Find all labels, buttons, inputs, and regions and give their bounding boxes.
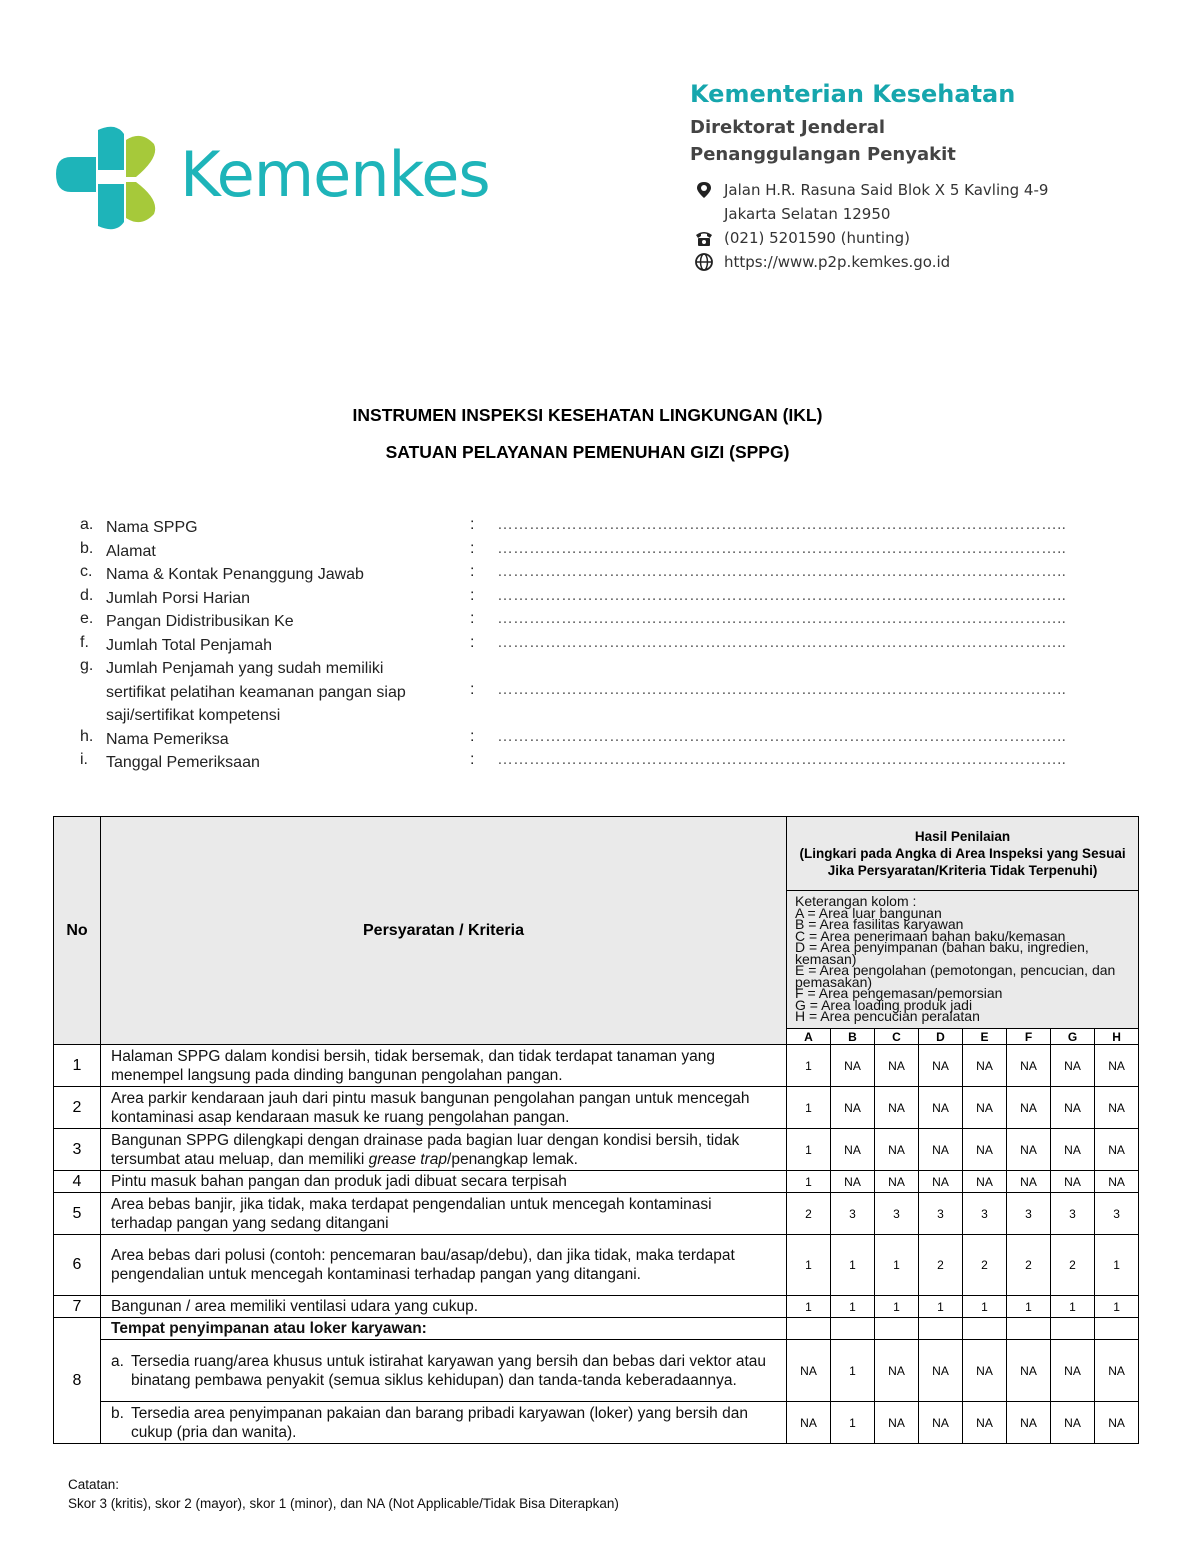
form-fill-line[interactable]: …………………………………………………………………………………………….. <box>497 633 1066 651</box>
score-cell[interactable]: NA <box>963 1129 1007 1171</box>
score-cell[interactable]: NA <box>1007 1087 1051 1129</box>
score-cell[interactable]: NA <box>831 1171 875 1193</box>
area-col-h: H <box>1095 1029 1139 1045</box>
legend-item: D = Area penyimpanan (bahan baku, ingredien, kemasan) <box>795 939 1089 967</box>
score-cell[interactable]: NA <box>963 1402 1007 1444</box>
criteria-text: Area bebas banjir, jika tidak, maka terdapat pengendalian untuk mencegah kontaminasi terhadap pangan yang sedang ditangani <box>101 1193 787 1235</box>
row-number: 3 <box>54 1129 101 1171</box>
score-cell[interactable]: NA <box>875 1402 919 1444</box>
score-cell[interactable]: NA <box>831 1087 875 1129</box>
score-cell[interactable]: 1 <box>831 1340 875 1402</box>
score-cell[interactable]: 1 <box>831 1235 875 1296</box>
website-text[interactable]: https://www.p2p.kemkes.go.id <box>724 253 951 271</box>
score-cell[interactable]: 2 <box>1007 1235 1051 1296</box>
score-cell[interactable]: 3 <box>875 1193 919 1235</box>
form-label: Jumlah Porsi Harian <box>106 589 251 607</box>
doc-title-2: SATUAN PELAYANAN PEMENUHAN GIZI (SPPG) <box>385 442 790 462</box>
doc-title-1: INSTRUMEN INSPEKSI KESEHATAN LINGKUNGAN (IKL) <box>352 405 823 425</box>
area-col-b: B <box>831 1029 875 1045</box>
form-key: c. <box>80 563 93 580</box>
form-label: Alamat <box>106 542 156 560</box>
row-number: 8 <box>54 1318 101 1444</box>
score-cell[interactable]: NA <box>831 1129 875 1171</box>
score-cell[interactable]: 3 <box>1051 1193 1095 1235</box>
score-cell[interactable]: 1 <box>963 1296 1007 1318</box>
score-cell[interactable]: NA <box>919 1171 963 1193</box>
form-fill-line[interactable]: …………………………………………………………………………………………….. <box>497 539 1066 557</box>
legend-item: H = Area pencucian peralatan <box>795 1008 980 1025</box>
form-label: Pangan Didistribusikan Ke <box>106 613 294 630</box>
row-number: 5 <box>54 1193 101 1235</box>
score-cell[interactable]: NA <box>875 1129 919 1171</box>
form-fill-line[interactable]: …………………………………………………………………………………………….. <box>497 680 1066 698</box>
score-cell[interactable]: 3 <box>963 1193 1007 1235</box>
form-key: g. <box>80 657 94 674</box>
criteria-heading: Tempat penyimpanan atau loker karyawan: <box>101 1318 787 1340</box>
score-cell[interactable]: NA <box>1007 1402 1051 1444</box>
table-subrow <box>54 1402 1139 1444</box>
legend-item: E = Area pengolahan (pemotongan, pencucian, dan pemasakan) <box>795 962 1116 990</box>
table-row <box>54 1193 1139 1235</box>
score-cell[interactable]: 3 <box>831 1193 875 1235</box>
phone-line <box>690 226 1048 250</box>
legend-title: Keterangan kolom : <box>795 893 917 910</box>
empty-cell <box>963 1318 1007 1340</box>
row-number: 6 <box>54 1235 101 1296</box>
form-label: Nama & Kontak Penanggung Jawab <box>106 566 364 583</box>
score-cell[interactable]: 1 <box>787 1235 831 1296</box>
sub-text: Tersedia ruang/area khusus untuk istirahat karyawan yang bersih dan bebas dari vektor atau binatang pembawa penyakit (semua siklus kehidupan) dan tanda-tanda keberadaannya. <box>131 1352 767 1389</box>
score-cell[interactable]: NA <box>963 1045 1007 1087</box>
empty-cell <box>1051 1318 1095 1340</box>
row-number: 4 <box>54 1171 101 1193</box>
form-colon: : <box>470 610 475 627</box>
score-cell[interactable]: 2 <box>1051 1235 1095 1296</box>
score-cell[interactable]: 2 <box>919 1235 963 1296</box>
empty-cell <box>1007 1318 1051 1340</box>
area-col-f: F <box>1007 1029 1051 1045</box>
criteria-text: Pintu masuk bahan pangan dan produk jadi dibuat secara terpisah <box>101 1171 787 1193</box>
form-key: e. <box>80 610 94 627</box>
form-colon: : <box>470 563 475 580</box>
score-cell[interactable]: 2 <box>963 1235 1007 1296</box>
score-cell[interactable]: NA <box>787 1402 831 1444</box>
score-cell[interactable]: NA <box>875 1340 919 1402</box>
score-cell[interactable]: NA <box>963 1087 1007 1129</box>
score-cell[interactable]: NA <box>1007 1129 1051 1171</box>
score-cell[interactable]: NA <box>919 1340 963 1402</box>
score-cell[interactable]: 1 <box>787 1296 831 1318</box>
address-text-2: Jakarta Selatan 12950 <box>724 205 891 223</box>
form-key: d. <box>80 586 94 604</box>
notes-title: Catatan: <box>68 1477 120 1492</box>
criteria-sub-text <box>101 1340 787 1402</box>
score-cell[interactable]: NA <box>919 1045 963 1087</box>
score-cell[interactable]: 1 <box>787 1045 831 1087</box>
address-text-1: Jalan H.R. Rasuna Said Blok X 5 Kavling 4-9 <box>724 181 1049 199</box>
form-label: Jumlah Total Penjamah <box>106 636 273 654</box>
form-fill-line[interactable]: …………………………………………………………………………………………….. <box>497 751 1066 768</box>
score-cell[interactable]: 1 <box>831 1402 875 1444</box>
legend-item: C = Area penerimaan bahan baku/kemasan <box>795 927 1066 944</box>
score-cell[interactable]: 1 <box>1095 1296 1139 1318</box>
empty-cell <box>787 1318 831 1340</box>
sub-text: Tersedia area penyimpanan pakaian dan barang pribadi karyawan (loker) yang bersih dan cukup (pria dan wanita). <box>131 1404 748 1441</box>
criteria-text-italic: grease trap <box>368 1150 448 1168</box>
score-cell[interactable]: NA <box>919 1129 963 1171</box>
letterhead <box>690 80 1048 274</box>
score-cell[interactable]: NA <box>1007 1045 1051 1087</box>
table-row <box>54 1318 1139 1340</box>
score-cell[interactable]: NA <box>1095 1171 1139 1193</box>
score-cell[interactable]: NA <box>1051 1340 1095 1402</box>
table-row <box>54 1129 1139 1171</box>
form-fill-line[interactable]: …………………………………………………………………………………………….. <box>497 610 1066 627</box>
score-cell[interactable]: NA <box>875 1045 919 1087</box>
row-number: 2 <box>54 1087 101 1129</box>
score-cell[interactable]: 3 <box>919 1193 963 1235</box>
website-line <box>690 250 1048 274</box>
score-cell[interactable]: 1 <box>875 1296 919 1318</box>
form-key: f. <box>80 633 89 651</box>
score-cell[interactable]: 1 <box>787 1087 831 1129</box>
score-cell[interactable]: NA <box>875 1171 919 1193</box>
globe-icon <box>694 253 714 271</box>
empty-cell <box>831 1318 875 1340</box>
form-key: b. <box>80 539 94 557</box>
score-cell[interactable]: NA <box>875 1087 919 1129</box>
criteria-sub-text <box>101 1402 787 1444</box>
area-col-a: A <box>787 1029 831 1045</box>
form-colon: : <box>470 516 475 533</box>
criteria-text: Area bebas dari polusi (contoh: pencemaran bau/asap/debu), dan jika tidak, maka terdapat pengendalian untuk mencegah kontaminasi terhadap pangan yang ditangani. <box>101 1235 787 1296</box>
form-fill-line[interactable]: …………………………………………………………………………………………….. <box>497 516 1066 533</box>
form-colon: : <box>470 727 475 745</box>
score-cell[interactable]: 2 <box>787 1193 831 1235</box>
score-cell[interactable]: 1 <box>875 1235 919 1296</box>
score-cell[interactable]: 1 <box>1007 1296 1051 1318</box>
empty-cell <box>919 1318 963 1340</box>
header-result <box>787 817 1139 891</box>
area-col-g: G <box>1051 1029 1095 1045</box>
location-pin-icon <box>694 181 714 199</box>
criteria-text <box>101 1129 787 1171</box>
criteria-text: Bangunan / area memiliki ventilasi udara yang cukup. <box>101 1296 787 1318</box>
area-col-d: D <box>919 1029 963 1045</box>
form-key: a. <box>80 516 94 533</box>
form-colon: : <box>470 680 475 698</box>
score-cell[interactable]: 1 <box>787 1171 831 1193</box>
score-cell[interactable]: NA <box>1095 1402 1139 1444</box>
score-cell[interactable]: NA <box>1007 1171 1051 1193</box>
table-row <box>54 1296 1139 1318</box>
notes-text: Skor 3 (kritis), skor 2 (mayor), skor 1 (minor), dan NA (Not Applicable/Tidak Bisa Diterapkan) <box>68 1496 619 1511</box>
score-cell[interactable]: NA <box>1051 1087 1095 1129</box>
sub-key: b. <box>111 1404 124 1422</box>
form-colon: : <box>470 751 475 768</box>
form-label: Nama Pemeriksa <box>106 730 229 748</box>
score-cell[interactable]: NA <box>1051 1045 1095 1087</box>
score-cell[interactable]: 1 <box>919 1296 963 1318</box>
score-cell[interactable]: NA <box>1051 1171 1095 1193</box>
empty-cell <box>875 1318 919 1340</box>
sub-key: a. <box>111 1352 124 1370</box>
score-cell[interactable]: NA <box>831 1045 875 1087</box>
score-cell[interactable]: NA <box>919 1087 963 1129</box>
row-number: 7 <box>54 1296 101 1318</box>
form-fill-line[interactable]: …………………………………………………………………………………………….. <box>497 586 1066 604</box>
score-cell[interactable]: NA <box>787 1340 831 1402</box>
legend-item: B = Area fasilitas karyawan <box>795 916 964 933</box>
table-row <box>54 1235 1139 1296</box>
score-cell[interactable]: NA <box>1051 1402 1095 1444</box>
area-col-e: E <box>963 1029 1007 1045</box>
address-line-2 <box>690 202 1048 226</box>
result-title: Hasil Penilaian <box>914 829 1011 844</box>
score-cell[interactable]: NA <box>919 1402 963 1444</box>
logo-wordmark: Kemenkes <box>180 138 490 211</box>
score-cell[interactable]: NA <box>1095 1045 1139 1087</box>
score-cell[interactable]: NA <box>963 1171 1007 1193</box>
form-label: Nama SPPG <box>106 519 198 536</box>
score-cell[interactable]: NA <box>963 1340 1007 1402</box>
score-cell[interactable]: 1 <box>787 1129 831 1171</box>
score-cell[interactable]: NA <box>1095 1340 1139 1402</box>
legend-item: G = Area loading produk jadi <box>795 996 973 1013</box>
score-cell[interactable]: 1 <box>1095 1235 1139 1296</box>
form-label: Jumlah Penjamah yang sudah memiliki sertifikat pelatihan keamanan pangan siap saji/sertifikat kompetensi <box>106 660 406 724</box>
table-row <box>54 1087 1139 1129</box>
table-row <box>54 1171 1139 1193</box>
form-label: Tanggal Pemeriksaan <box>106 754 260 771</box>
form-fill-line[interactable]: …………………………………………………………………………………………….. <box>497 563 1066 580</box>
header-no: No <box>54 817 101 1045</box>
directorate-line-2: Penanggulangan Penyakit <box>690 144 956 165</box>
score-cell[interactable]: 1 <box>831 1296 875 1318</box>
ministry-name: Kementerian Kesehatan <box>690 80 1016 108</box>
header-criteria: Persyaratan / Kriteria <box>101 817 787 1045</box>
form-fill-line[interactable]: …………………………………………………………………………………………….. <box>497 727 1066 745</box>
form-colon: : <box>470 633 475 651</box>
form-colon: : <box>470 586 475 604</box>
area-col-c: C <box>875 1029 919 1045</box>
row-number: 1 <box>54 1045 101 1087</box>
area-legend <box>787 891 1139 1029</box>
logo-mark <box>56 127 155 229</box>
address-line-1 <box>690 178 1048 202</box>
score-cell[interactable]: NA <box>1095 1129 1139 1171</box>
score-cell[interactable]: 3 <box>1007 1193 1051 1235</box>
score-cell[interactable]: NA <box>1095 1087 1139 1129</box>
legend-item: F = Area pengemasan/pemorsian <box>795 985 1003 1002</box>
form-key: i. <box>80 751 88 768</box>
score-cell[interactable]: NA <box>1007 1340 1051 1402</box>
table-row <box>54 1045 1139 1087</box>
criteria-text-part: /penangkap lemak. <box>447 1150 578 1168</box>
phone-icon <box>694 229 714 247</box>
score-cell[interactable]: 3 <box>1095 1193 1139 1235</box>
form-key: h. <box>80 727 94 745</box>
inspection-table <box>53 816 1139 1444</box>
score-cell[interactable]: NA <box>1051 1129 1095 1171</box>
empty-cell <box>1095 1318 1139 1340</box>
result-instruction: (Lingkari pada Angka di Area Inspeksi yang Sesuai Jika Persyaratan/Kriteria Tidak Terpenuhi) <box>799 846 1126 878</box>
phone-text: (021) 5201590 (hunting) <box>724 229 910 247</box>
directorate-line-1: Direktorat Jenderal <box>690 117 886 138</box>
score-cell[interactable]: 1 <box>1051 1296 1095 1318</box>
notes <box>68 1475 619 1513</box>
criteria-text: Halaman SPPG dalam kondisi bersih, tidak bersemak, dan tidak terdapat tanaman yang menempel langsung pada dinding bangunan pengolahan pangan. <box>101 1045 787 1087</box>
criteria-text: Area parkir kendaraan jauh dari pintu masuk bangunan pengolahan pangan untuk mencegah kontaminasi asap kendaraan masuk ke ruang pengolahan pangan. <box>101 1087 787 1129</box>
criteria-text-part: Bangunan SPPG dilengkapi dengan drainase pada bagian luar dengan kondisi bersih, tidak tersumbat atau meluap, dan memiliki <box>111 1131 740 1168</box>
legend-item: A = Area luar bangunan <box>795 904 942 921</box>
table-subrow <box>54 1340 1139 1402</box>
form-colon: : <box>470 539 475 557</box>
